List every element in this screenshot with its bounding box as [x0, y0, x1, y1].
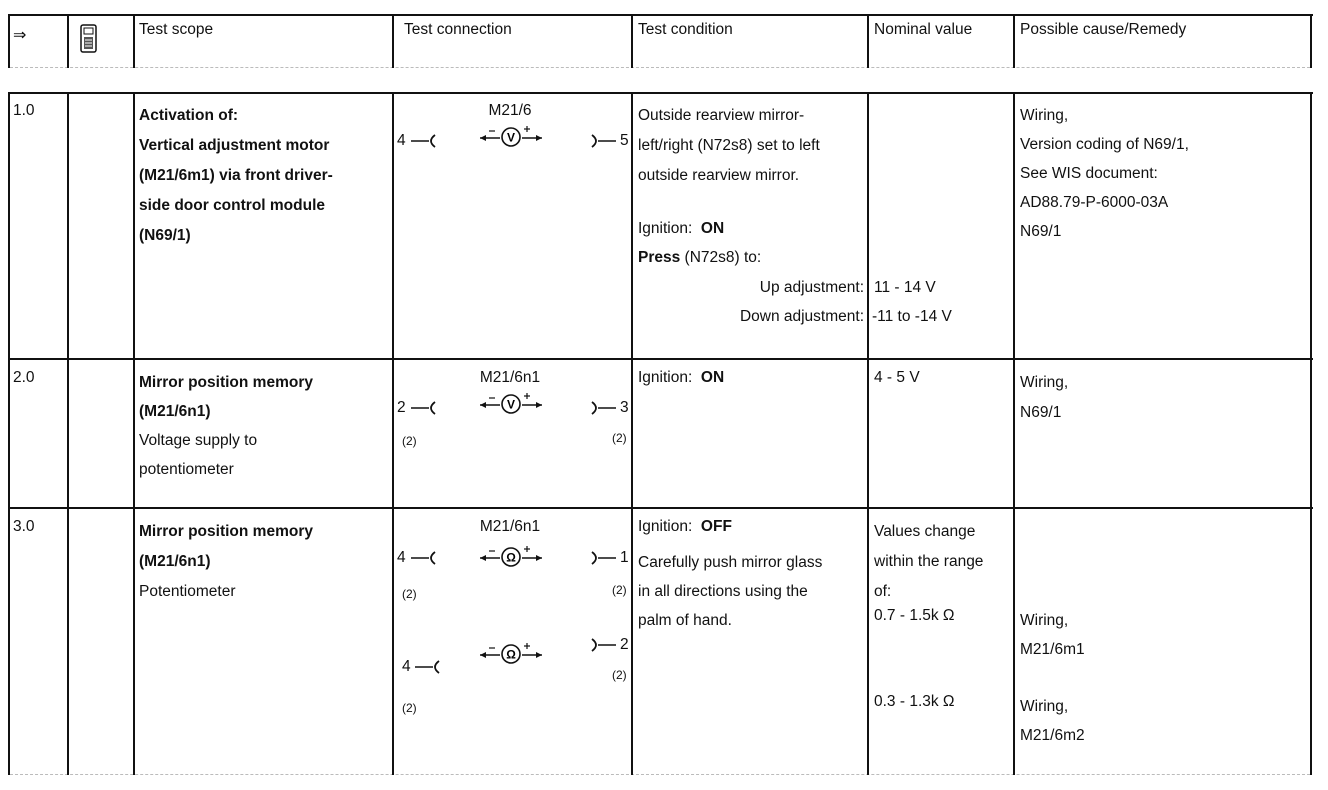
row2-step: 2.0 — [13, 369, 35, 386]
row3-scope — [139, 517, 313, 607]
probe-left-icon — [413, 659, 441, 680]
row1-cause-line: AD88.79-P-6000-03A — [1020, 194, 1169, 211]
header-test-condition: Test condition — [638, 21, 733, 38]
probe-right-icon — [590, 637, 620, 658]
row3-note-right-b: (2) — [612, 668, 627, 682]
meter-symbol: Ω — [506, 550, 516, 565]
ignition-value: ON — [700, 369, 725, 386]
row2-ignition — [638, 368, 724, 388]
row2-scope-line: (M21/6n1) — [139, 403, 211, 420]
row1-cause-line: N69/1 — [1020, 223, 1062, 240]
col-line-0-body — [8, 92, 10, 775]
footer-dash-line — [10, 774, 1310, 776]
row3-nominal-line: of: — [874, 583, 892, 600]
row1-condition-line: left/right (N72s8) set to left — [638, 137, 820, 154]
col-line-5-body — [867, 92, 869, 775]
row1-cause-line: Wiring, — [1020, 107, 1069, 124]
row1-scope-line: Activation of: — [139, 107, 239, 124]
row1-scope-line: (M21/6m1) via front driver- — [139, 167, 333, 184]
ignition-label: Ignition: — [638, 518, 693, 535]
row3-pin-right-a: 1 — [620, 549, 629, 566]
col-line-6 — [1013, 14, 1015, 68]
row3-cause-b — [1020, 692, 1085, 750]
row1-down-value: -11 to -14 V — [872, 308, 952, 325]
row1-up-label: Up adjustment: — [759, 279, 864, 296]
row3-pin-right-b: 2 — [620, 636, 629, 653]
probe-left-icon — [409, 550, 437, 571]
row2-nominal: 4 - 5 V — [874, 369, 920, 386]
row3-cause-line: Wiring, — [1020, 612, 1069, 629]
row3-scope-line: (M21/6n1) — [139, 553, 211, 570]
press-rest: (N72s8) to: — [684, 249, 762, 266]
row3-condition-line: Carefully push mirror glass — [638, 554, 823, 571]
col-line-4 — [631, 14, 633, 68]
press-label: Press — [638, 249, 681, 266]
row3-nominal-line: within the range — [874, 553, 984, 570]
probe-left-icon — [409, 133, 437, 154]
row1-cause-line: See WIS document: — [1020, 165, 1158, 182]
meter-symbol: V — [506, 130, 516, 145]
ignition-value: OFF — [700, 518, 732, 535]
row1-cause — [1020, 101, 1189, 246]
row3-pin-left-b: 4 — [402, 658, 411, 675]
col-line-5 — [867, 14, 869, 68]
ohmmeter-icon — [478, 642, 544, 671]
header-possible-cause: Possible cause/Remedy — [1020, 21, 1187, 38]
row2-cause-line: N69/1 — [1020, 404, 1062, 421]
row3-cause-line: M21/6m1 — [1020, 641, 1085, 658]
row3-scope-line: Mirror position memory — [139, 523, 313, 540]
header-nominal-value: Nominal value — [874, 21, 973, 38]
row1-pin-left: 4 — [397, 132, 406, 149]
row2-pin-right: 3 — [620, 399, 629, 416]
row1-scope-line: Vertical adjustment motor — [139, 137, 330, 154]
row2-cause — [1020, 368, 1068, 428]
meter-symbol: V — [506, 397, 516, 412]
row2-note-left: (2) — [402, 434, 417, 448]
ignition-value: ON — [700, 220, 725, 237]
ignition-label: Ignition: — [638, 220, 693, 237]
row1-scope — [139, 101, 333, 251]
row3-component: M21/6n1 — [479, 518, 541, 535]
header-test-scope: Test scope — [139, 21, 214, 38]
row3-nominal-line: Values change — [874, 523, 976, 540]
voltmeter-icon — [478, 392, 544, 421]
row2-scope-line: Mirror position memory — [139, 374, 313, 391]
col-line-1 — [67, 14, 69, 68]
voltmeter-icon — [478, 125, 544, 154]
row2-pin-left: 2 — [397, 399, 406, 416]
row3-cause-line: Wiring, — [1020, 698, 1069, 715]
row3-cause-a — [1020, 606, 1085, 664]
ignition-label: Ignition: — [638, 369, 693, 386]
table-divider-row3 — [8, 507, 1313, 509]
row3-condition-line: in all directions using the — [638, 583, 808, 600]
col-line-3 — [392, 14, 394, 68]
row3-cause-line: M21/6m2 — [1020, 727, 1085, 744]
row3-note-right-a: (2) — [612, 583, 627, 597]
meter-symbol: Ω — [506, 647, 516, 662]
row3-pin-left-a: 4 — [397, 549, 406, 566]
row1-scope-line: side door control module — [139, 197, 326, 214]
row1-condition-line: outside rearview mirror. — [638, 167, 800, 184]
header-dash-line — [10, 67, 1310, 69]
probe-right-icon — [590, 133, 620, 154]
row3-condition-line: palm of hand. — [638, 612, 732, 629]
col-line-6-body — [1013, 92, 1015, 775]
row2-component: M21/6n1 — [479, 369, 541, 386]
row1-scope-line: (N69/1) — [139, 227, 191, 244]
table-divider-row1 — [8, 92, 1313, 94]
probe-right-icon — [590, 550, 620, 571]
row2-scope-line: Voltage supply to — [139, 432, 258, 449]
col-line-0 — [8, 14, 10, 68]
row1-down-label: Down adjustment: — [739, 308, 864, 325]
row3-ignition — [638, 517, 732, 537]
row3-note-left-b: (2) — [402, 701, 417, 715]
header-arrow: ⇒ — [13, 27, 27, 44]
row1-cause-line: Version coding of N69/1, — [1020, 136, 1189, 153]
row1-component: M21/6 — [488, 102, 532, 119]
col-line-4-body — [631, 92, 633, 775]
col-line-2-body — [133, 92, 135, 775]
ohmmeter-icon — [478, 545, 544, 574]
col-line-2 — [133, 14, 135, 68]
col-line-7 — [1310, 14, 1312, 68]
row1-condition-line: Outside rearview mirror- — [638, 107, 805, 124]
row3-nominal-b: 0.3 - 1.3k Ω — [874, 693, 955, 710]
row3-note-left-a: (2) — [402, 587, 417, 601]
row2-cause-line: Wiring, — [1020, 374, 1069, 391]
table-divider-row2 — [8, 358, 1313, 360]
header-test-connection: Test connection — [404, 21, 512, 38]
col-line-3-body — [392, 92, 394, 775]
row2-note-right: (2) — [612, 431, 627, 445]
row1-ignition — [638, 219, 724, 239]
row2-scope — [139, 368, 313, 484]
row1-press — [638, 248, 761, 268]
probe-right-icon — [590, 400, 620, 421]
row1-pin-right: 5 — [620, 132, 629, 149]
row3-nominal-a: 0.7 - 1.5k Ω — [874, 607, 955, 624]
row3-nominal-intro — [874, 517, 983, 607]
row3-condition — [638, 548, 822, 635]
tester-icon — [78, 24, 100, 54]
probe-left-icon — [409, 400, 437, 421]
row2-scope-line: potentiometer — [139, 461, 234, 478]
row3-scope-line: Potentiometer — [139, 583, 236, 600]
row3-step: 3.0 — [13, 518, 35, 535]
col-line-1-body — [67, 92, 69, 775]
table-border-top — [8, 14, 1313, 16]
col-line-7-body — [1310, 92, 1312, 775]
row1-step: 1.0 — [13, 102, 35, 119]
row1-up-value: 11 - 14 V — [874, 279, 936, 296]
row1-condition — [638, 101, 820, 191]
